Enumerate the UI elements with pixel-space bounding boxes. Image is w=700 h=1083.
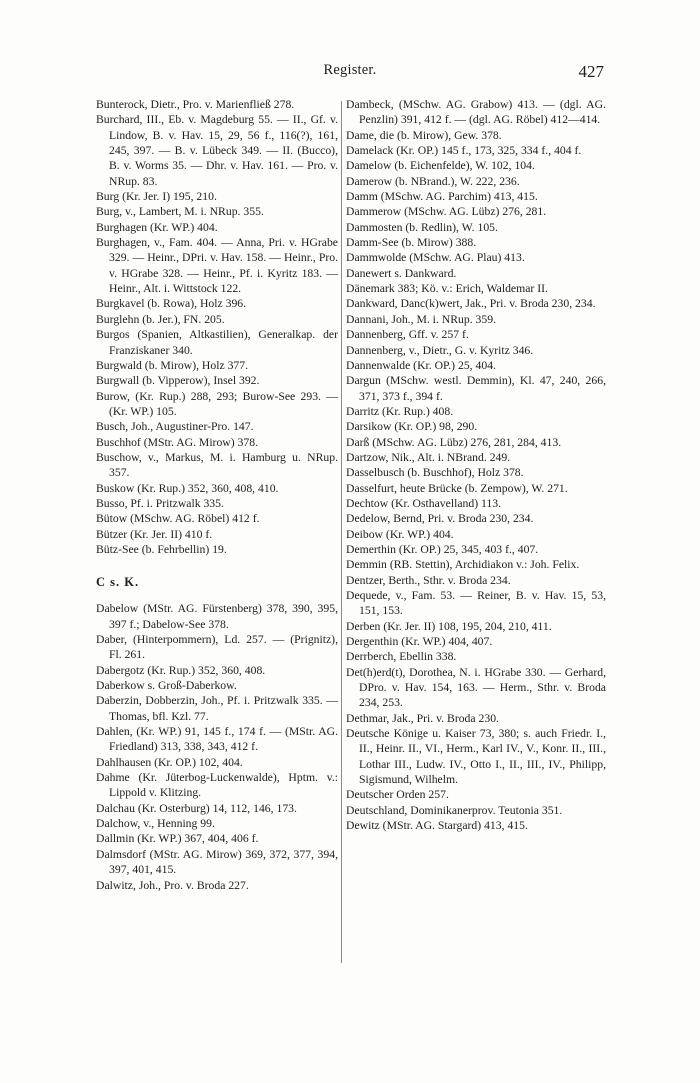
index-entry: Busso, Pf. i. Pritzwalk 335. — [96, 496, 224, 510]
index-entry: Dasselfurt, heute Brücke (b. Zempow), W. 271. — [346, 481, 568, 495]
index-entry: Dammerow (MSchw. AG. Lübz) 276, 281. — [346, 205, 547, 219]
index-entry: Demmin (RB. Stettin), Archidiakon v.: Joh. Felix. — [346, 558, 580, 572]
index-entry: Dewitz (MStr. AG. Stargard) 413, 415. — [346, 819, 528, 833]
index-entry: Dahlhausen (Kr. OP.) 102, 404. — [96, 755, 243, 769]
section-heading: C s. K. — [96, 575, 140, 590]
index-entry: Burghagen (Kr. WP.) 404. — [96, 220, 218, 234]
page-number: 427 — [578, 62, 604, 81]
index-entry: Burglehn (b. Jer.), FN. 205. — [96, 312, 225, 326]
index-entry: Daber, (Hinterpommern), Ld. 257. — (Prignitz), Fl. 261. — [96, 633, 338, 662]
index-entry: Dahme (Kr. Jüterbog-Luckenwalde), Hptm. v.: Lippold v. Klitzing. — [96, 771, 338, 800]
index-entry: Bütz-See (b. Fehrbellin) 19. — [96, 542, 227, 556]
index-entry: Bütow (MSchw. AG. Röbel) 412 f. — [96, 512, 260, 526]
index-entry: Damm (MSchw. AG. Parchim) 413, 415. — [346, 190, 538, 204]
index-entry: Bunterock, Dietr., Pro. v. Marienfließ 278. — [96, 98, 295, 111]
index-entry: Damelack (Kr. OP.) 145 f., 173, 325, 334 f., 404 f. — [346, 144, 582, 158]
index-entry: Dergenthin (Kr. WP.) 404, 407. — [346, 635, 493, 649]
index-entry: Dammosten (b. Redlin), W. 105. — [346, 220, 498, 234]
index-entry: Dannenberg, Gff. v. 257 f. — [346, 328, 469, 342]
index-entry: Dankward, Danc(k)wert, Jak., Pri. v. Broda 230, 234. — [346, 297, 596, 311]
index-entry: Burgwald (b. Mirow), Holz 377. — [96, 358, 249, 372]
index-entry: Dalwitz, Joh., Pro. v. Broda 227. — [96, 878, 249, 892]
index-entry: Burgos (Spanien, Altkastilien), Generalkap. der Franziskaner 340. — [96, 328, 338, 357]
index-entry: Derben (Kr. Jer. II) 108, 195, 204, 210, 411. — [346, 619, 552, 633]
index-entry: Darß (MSchw. AG. Lübz) 276, 281, 284, 413. — [346, 435, 562, 449]
index-entry: Burg, v., Lambert, M. i. NRup. 355. — [96, 205, 264, 219]
column-divider — [341, 101, 342, 963]
index-entry: Dannenberg, v., Dietr., G. v. Kyritz 346. — [346, 343, 534, 357]
index-entry: Damelow (b. Eichenfelde), W. 102, 104. — [346, 159, 535, 173]
index-entry: Buschow, v., Markus, M. i. Hamburg u. NRup. 357. — [96, 450, 338, 480]
index-entry: Demerthin (Kr. OP.) 25, 345, 403 f., 407. — [346, 542, 539, 556]
index-entry: Dasselbusch (b. Buschhof), Holz 378. — [346, 466, 524, 480]
index-entry: Deutschland, Dominikanerprov. Teutonia 351. — [346, 803, 563, 817]
running-title: Register. — [323, 62, 377, 78]
index-entry: Dammwolde (MSchw. AG. Plau) 413. — [346, 251, 525, 265]
index-entry: Dequede, v., Fam. 53. — Reiner, B. v. Hav. 15, 53, 151, 153. — [346, 589, 606, 618]
index-entry: Dechtow (Kr. Osthavelland) 113. — [346, 496, 502, 510]
index-entry: Dedelow, Bernd, Pri. v. Broda 230, 234. — [346, 512, 534, 526]
index-entry: Burow, (Kr. Rup.) 288, 293; Burow-See 293. — (Kr. WP.) 105. — [96, 389, 338, 418]
index-entry: Burg (Kr. Jer. I) 195, 210. — [96, 190, 217, 204]
index-entry: Burghagen, v., Fam. 404. — Anna, Pri. v. HGrabe 329. — Heinr., DPri. v. Hav. 158. — Heinr., Pro. v. HGrabe 328. — Heinr., Pf. i. Kyritz 183. — Heinr., Alt. i. Wittstock 122. — [96, 236, 338, 296]
index-entry: Busch, Joh., Augustiner-Pro. 147. — [96, 420, 254, 434]
index-entry: Burgwall (b. Vipperow), Insel 392. — [96, 374, 260, 388]
index-entry: Dannenwalde (Kr. OP.) 25, 404. — [346, 358, 496, 372]
index-entry: Darsikow (Kr. OP.) 98, 290. — [346, 420, 478, 434]
index-entry: Darritz (Kr. Rup.) 408. — [346, 404, 454, 418]
index-entry: Damerow (b. NBrand.), W. 222, 236. — [346, 174, 520, 188]
index-entry: Dänemark 383; Kö. v.: Erich, Waldemar II. — [346, 282, 548, 296]
index-entry: Daberzin, Dobberzin, Joh., Pf. i. Pritzwalk 335. — Thomas, bfl. Kzl. 77. — [96, 694, 338, 723]
index-entry: Dargun (MSchw. westl. Demmin), Kl. 47, 240, 266, 371, 373 f., 394 f. — [346, 374, 606, 403]
index-entry: Danewert s. Dankward. — [346, 266, 457, 280]
index-entry: Damm-See (b. Mirow) 388. — [346, 236, 477, 250]
index-entry: Deibow (Kr. WP.) 404. — [346, 527, 454, 541]
index-entry: Det(h)erd(t), Dorothea, N. i. HGrabe 330. — Gerhard, DPro. v. Hav. 154, 163. — Herm., Sthr. v. Broda 234, 253. — [346, 665, 606, 710]
index-entry: Bützer (Kr. Jer. II) 410 f. — [96, 527, 213, 541]
index-entry: Deutscher Orden 257. — [346, 788, 449, 802]
left-column — [96, 97, 338, 893]
index-entry: Dannani, Joh., M. i. NRup. 359. — [346, 312, 496, 326]
page-header — [96, 62, 604, 84]
index-entry: Burchard, III., Eb. v. Magdeburg 55. — II., Gf. v. Lindow, B. v. Hav. 15, 29, 56 f., 116(?), 161, 245, 397. — B. v. Lübeck 349. — II. (Bucco), B. v. Worms 35. — Dhr. v. Hav. 161. — Pro. v. NRup. 83. — [96, 113, 338, 188]
index-entry: Buschhof (MStr. AG. Mirow) 378. — [96, 435, 259, 449]
index-entry: Dahlen, (Kr. WP.) 91, 145 f., 174 f. — (MStr. AG. Friedland) 313, 338, 343, 412 f. — [96, 725, 338, 754]
index-entry: Dalmsdorf (MStr. AG. Mirow) 369, 372, 377, 394, 397, 401, 415. — [96, 847, 338, 877]
right-column — [346, 97, 606, 834]
index-entry: Dabelow (MStr. AG. Fürstenberg) 378, 390, 395, 397 f.; Dabelow-See 378. — [96, 602, 338, 631]
index-entry: Dame, die (b. Mirow), Gew. 378. — [346, 128, 502, 142]
index-entry: Dallmin (Kr. WP.) 367, 404, 406 f. — [96, 832, 259, 846]
index-entry: Dabergotz (Kr. Rup.) 352, 360, 408. — [96, 663, 266, 677]
index-entry: Buskow (Kr. Rup.) 352, 360, 408, 410. — [96, 481, 279, 495]
index-entry: Burgkavel (b. Rowa), Holz 396. — [96, 297, 247, 311]
index-entry: Dalchow, v., Henning 99. — [96, 817, 215, 831]
index-entry: Dambeck, (MSchw. AG. Grabow) 413. — (dgl. AG. Penzlin) 391, 412 f. — (dgl. AG. Röbel) 412—414. — [346, 98, 606, 127]
index-entry: Dentzer, Berth., Sthr. v. Broda 234. — [346, 573, 511, 587]
index-entry: Dartzow, Nik., Alt. i. NBrand. 249. — [346, 450, 511, 464]
index-entry: Daberkow s. Groß-Daberkow. — [96, 679, 237, 693]
index-entry: Derrberch, Ebellin 338. — [346, 650, 457, 664]
index-entry: Dethmar, Jak., Pri. v. Broda 230. — [346, 711, 499, 725]
index-entry: Deutsche Könige u. Kaiser 73, 380; s. auch Friedr. I., II., Heinr. II., VI., Herm., Karl IV., V., Konr. II., III., Lothar III., Ludw. IV., Otto I., II., III., IV., Philipp, Sigismund, Wilhelm. — [346, 727, 606, 787]
index-entry: Dalchau (Kr. Osterburg) 14, 112, 146, 173. — [96, 801, 297, 815]
